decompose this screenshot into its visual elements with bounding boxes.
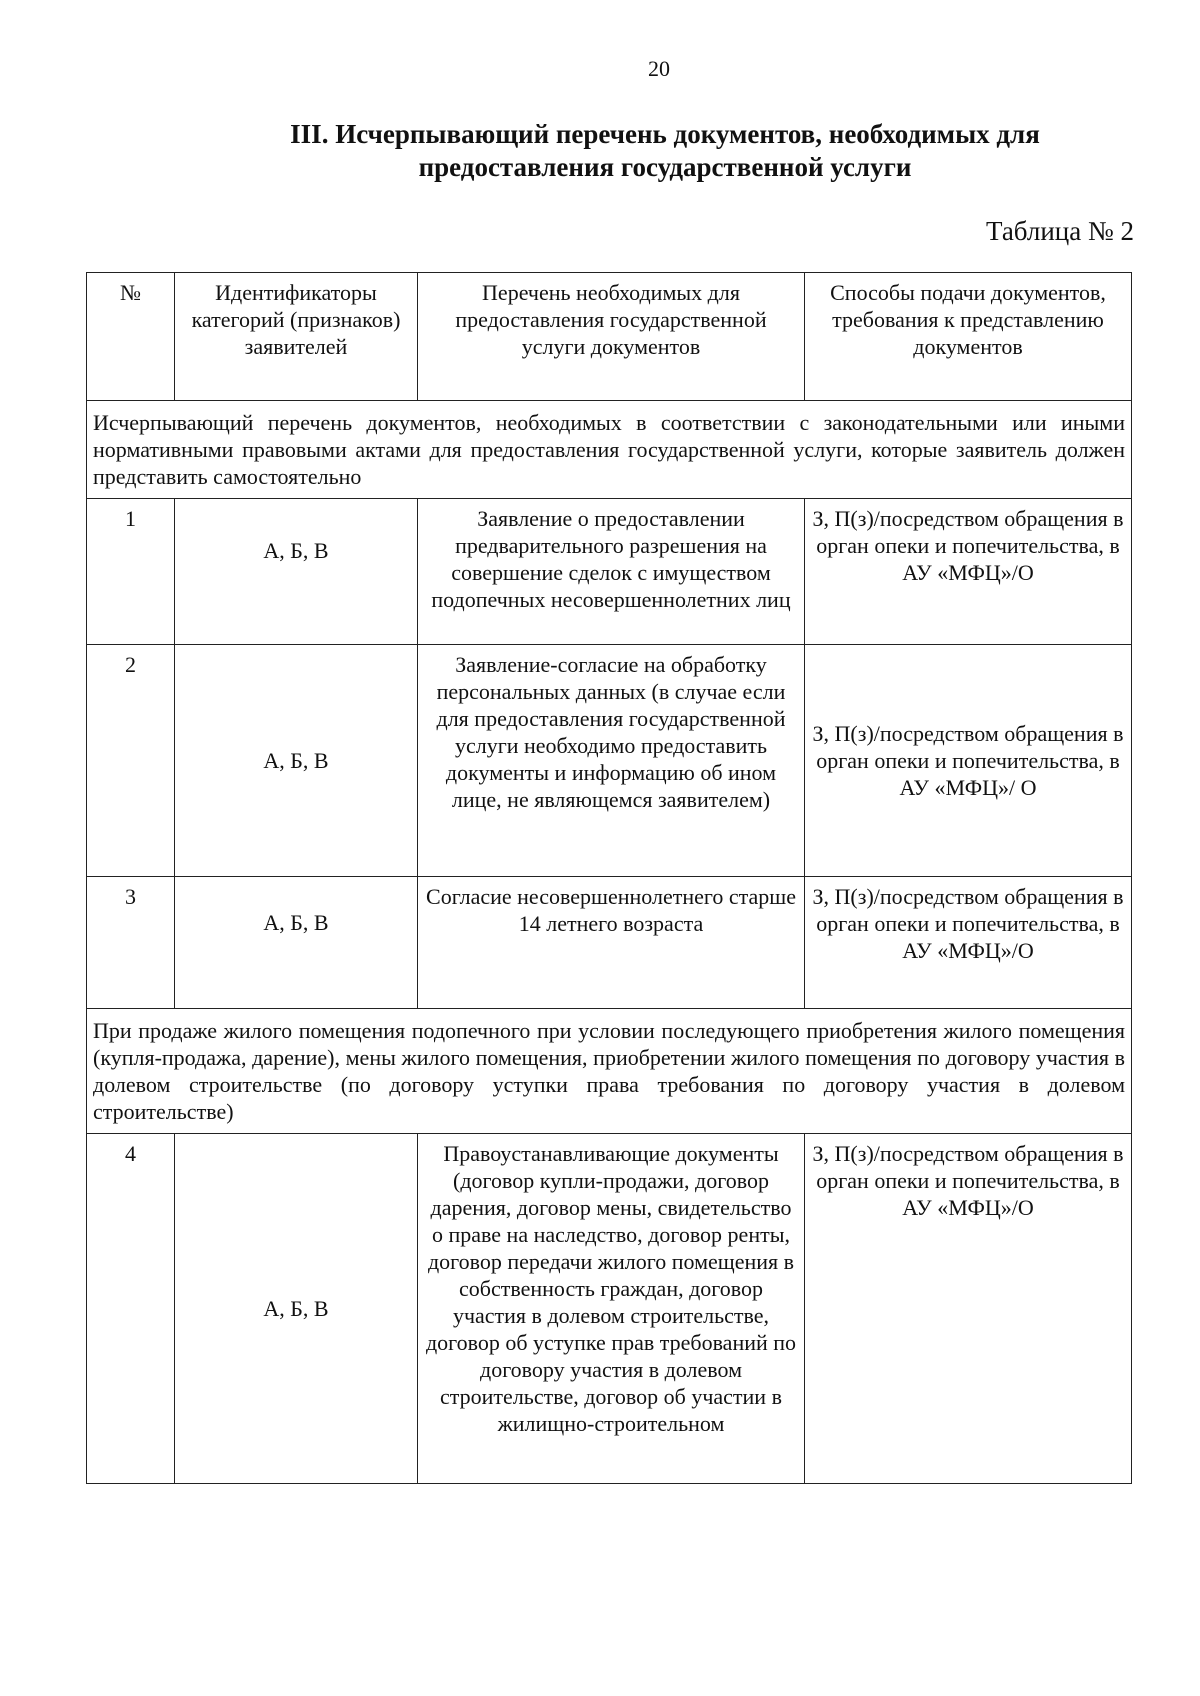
section-title-line-1: III. Исчерпывающий перечень документов, необходимых для [290,119,1040,149]
table-row [87,1134,1132,1484]
row-categories: А, Б, В [175,1134,418,1484]
table-row [87,645,1132,877]
row-num: 3 [87,877,175,1009]
header-categories: Идентификаторы категорий (признаков) заявителей [175,273,418,401]
header-num: № [87,273,175,401]
row-num: 4 [87,1134,175,1484]
row-document: Согласие несовершеннолетнего старше 14 летнего возраста [418,877,805,1009]
section-heading-1: Исчерпывающий перечень документов, необходимых в соответствии с законодательными или иными нормативными правовыми актами для предоставления государственной услуги, которые заявитель должен представить самостоятельно [87,401,1132,499]
section-title [250,118,1080,184]
row-num: 2 [87,645,175,877]
row-method: З, П(з)/посредством обращения в орган опеки и попечительства, в АУ «МФЦ»/ О [805,645,1132,877]
section-row [87,1009,1132,1134]
section-heading-2: При продаже жилого помещения подопечного при условии последующего приобретения жилого помещения (купля-продажа, дарение), мены жилого помещения, приобретении жилого помещения по договору участия в долевом строительстве (по договору уступки права требования по договору участия в долевом строительстве) [87,1009,1132,1134]
table-row [87,877,1132,1009]
table-label: Таблица № 2 [986,216,1134,246]
row-document: Правоустанавливающие документы (договор купли-продажи, договор дарения, договор мены, свидетельство о праве на наследство, договор ренты, договор передачи жилого помещения в собственность граждан, договор участия в долевом строительстве, договор об уступке прав требований по договору участия в долевом строительстве, договор об участии в жилищно-строительном [418,1134,805,1484]
row-document: Заявление о предоставлении предварительного разрешения на совершение сделок с имуществом подопечных несовершеннолетних лиц [418,499,805,645]
header-methods: Способы подачи документов, требования к представлению документов [805,273,1132,401]
row-num: 1 [87,499,175,645]
section-row [87,401,1132,499]
table-header-row [87,273,1132,401]
page-number: 20 [648,56,670,81]
row-categories: А, Б, В [175,499,418,645]
row-method: З, П(з)/посредством обращения в орган опеки и попечительства, в АУ «МФЦ»/О [805,877,1132,1009]
row-categories: А, Б, В [175,645,418,877]
section-title-line-2: предоставления государственной услуги [418,152,912,182]
documents-table [86,272,1132,1484]
row-categories: А, Б, В [175,877,418,1009]
header-documents: Перечень необходимых для предоставления государственной услуги документов [418,273,805,401]
row-method: З, П(з)/посредством обращения в орган опеки и попечительства, в АУ «МФЦ»/О [805,499,1132,645]
row-document: Заявление-согласие на обработку персональных данных (в случае если для предоставления государственной услуги необходимо предоставить документы и информацию об ином лице, не являющемся заявителем) [418,645,805,877]
table-row [87,499,1132,645]
row-method: З, П(з)/посредством обращения в орган опеки и попечительства, в АУ «МФЦ»/О [805,1134,1132,1484]
